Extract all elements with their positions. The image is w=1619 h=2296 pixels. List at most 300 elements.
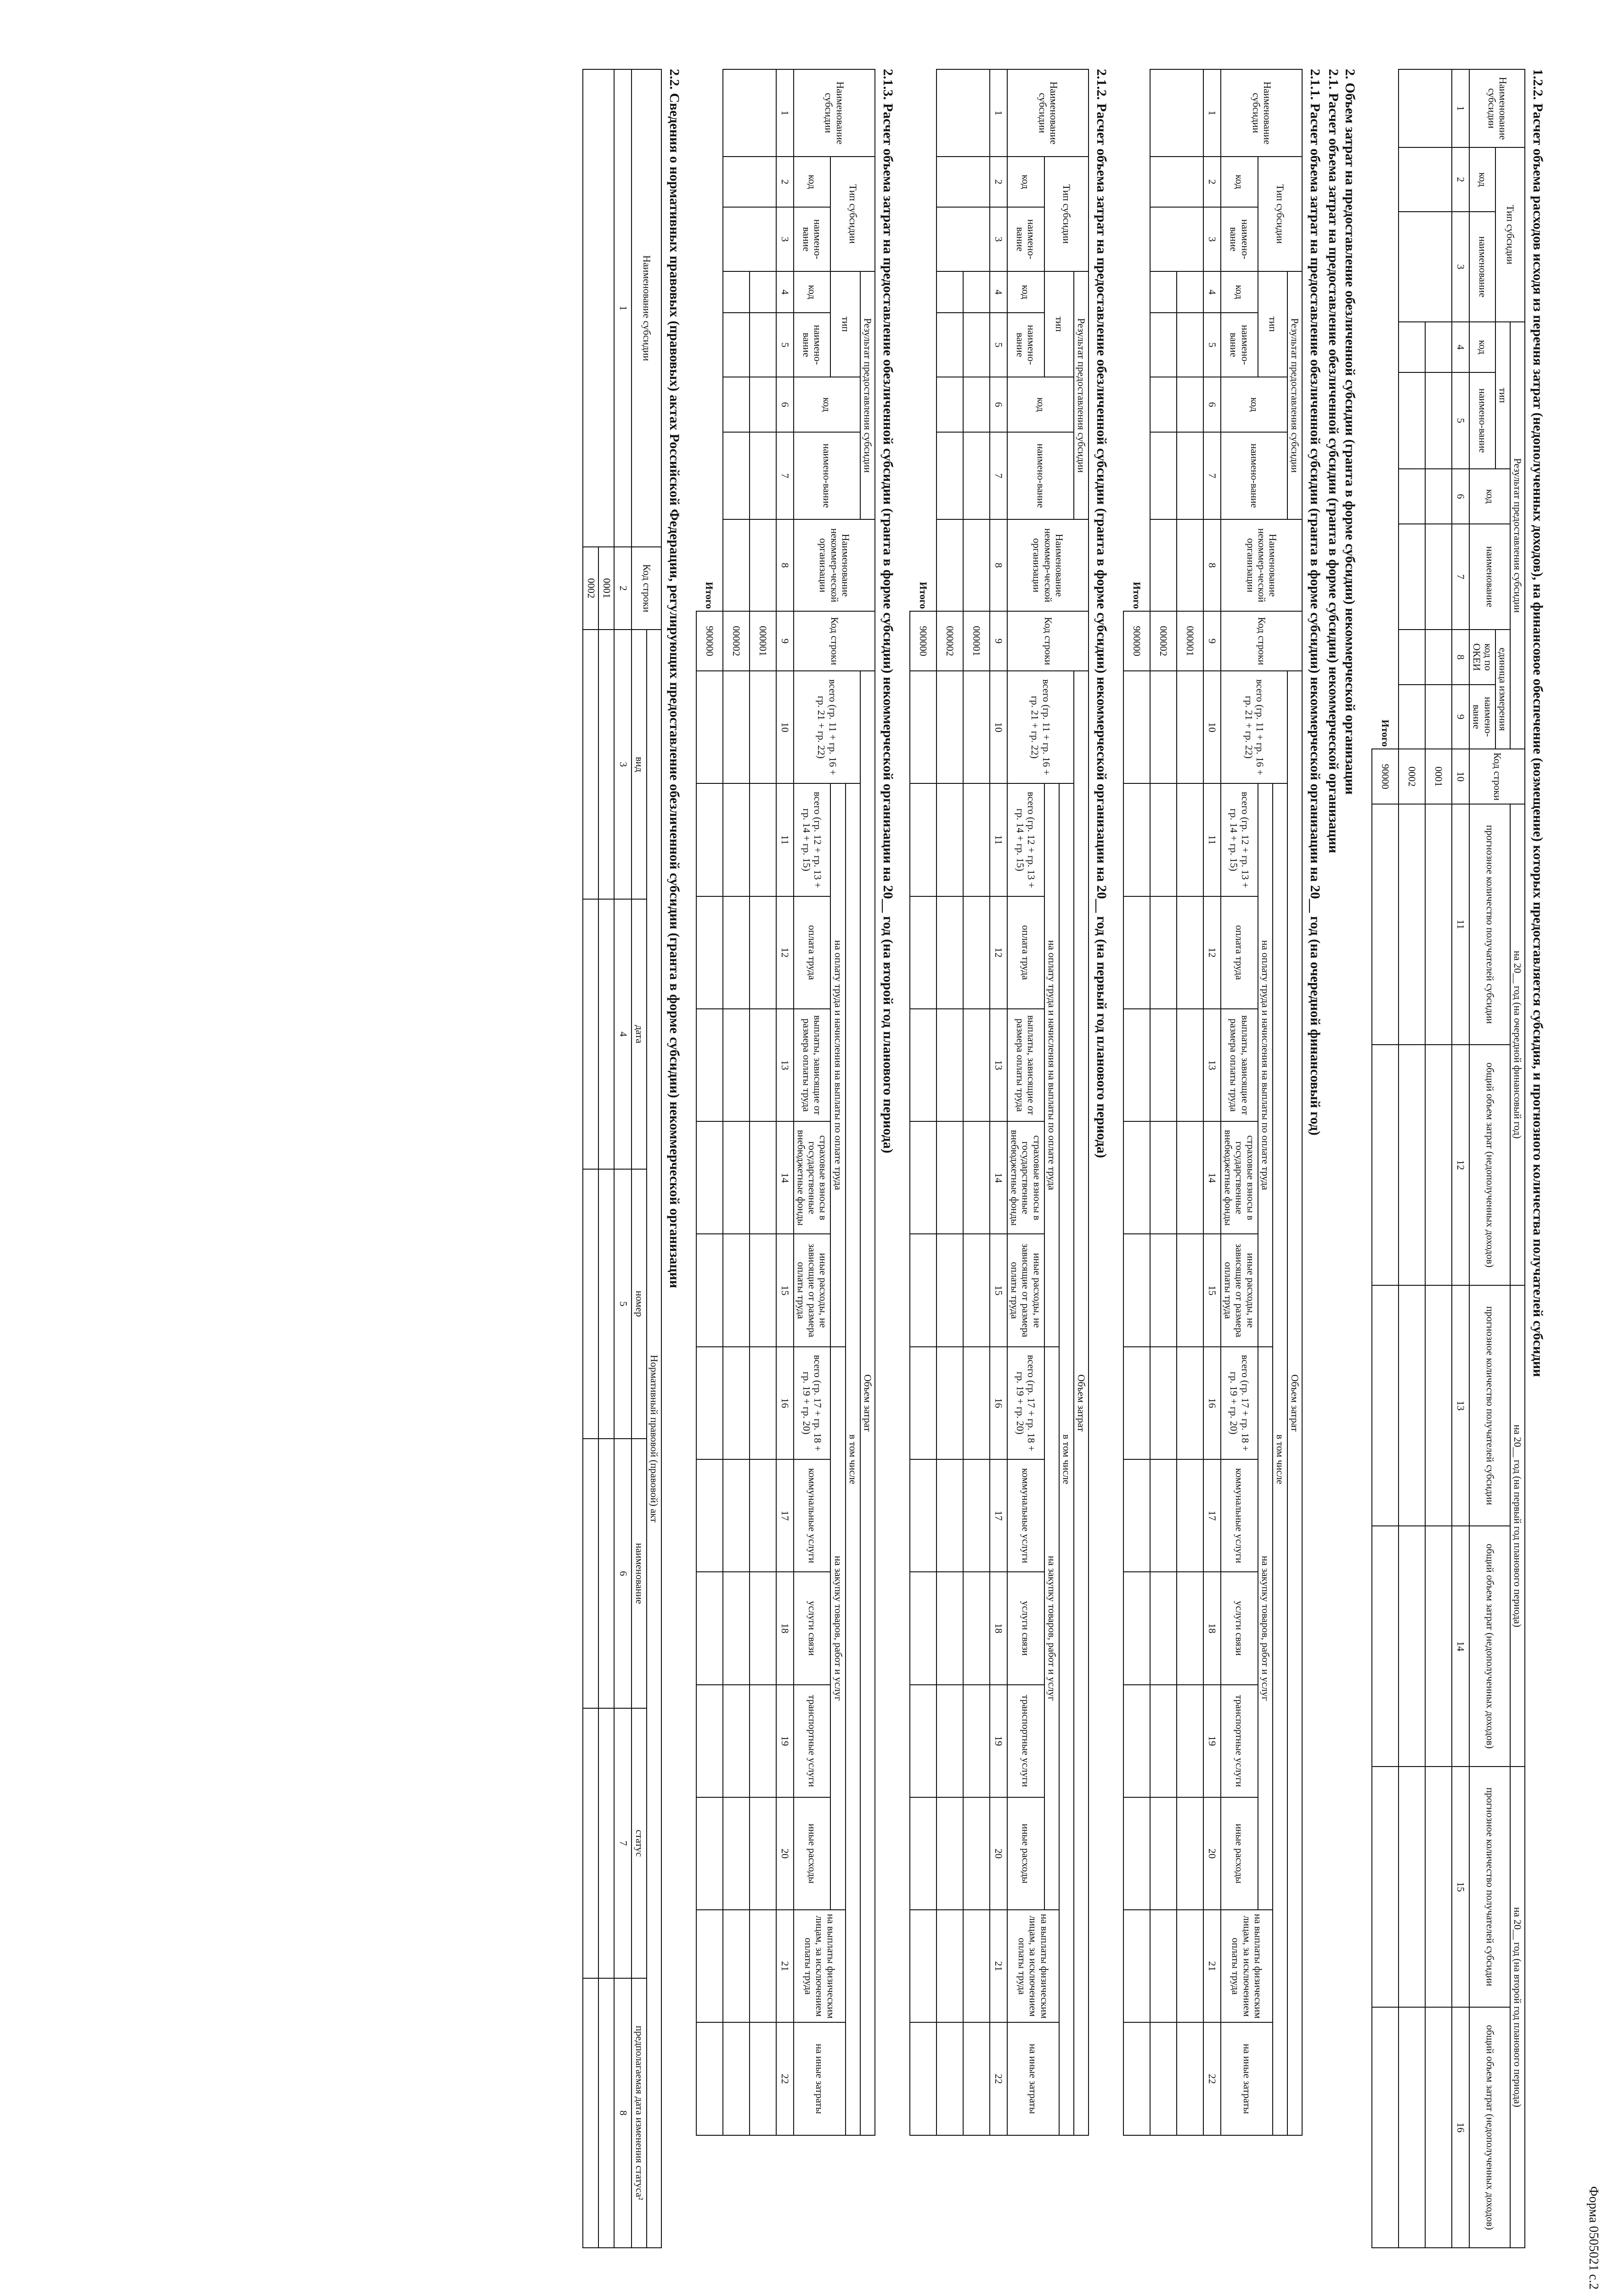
cell[interactable] <box>696 1685 723 1797</box>
cell[interactable] <box>1399 147 1452 212</box>
cell[interactable] <box>599 630 615 899</box>
th-type: Тип субсидии <box>1044 157 1089 271</box>
col-num: 12 <box>776 896 794 1009</box>
cell[interactable] <box>1177 519 1203 611</box>
col-num: 21 <box>776 1910 794 2022</box>
col-num: 19 <box>1203 1685 1221 1797</box>
itogo-label: Итого <box>1123 69 1150 611</box>
cell[interactable] <box>723 1347 750 1459</box>
cell[interactable] <box>1372 1526 1399 1767</box>
cell[interactable] <box>1425 804 1452 1045</box>
col-num: 22 <box>990 2022 1007 2135</box>
th-util: коммунальные услуги <box>1221 1459 1258 1572</box>
cell[interactable] <box>723 1459 750 1572</box>
cell[interactable] <box>1150 1121 1177 1234</box>
cell[interactable] <box>936 519 963 611</box>
th-tip-code: код <box>794 271 831 313</box>
th-total-3: общий объем затрат (недополученных доходов) <box>1469 2007 1510 2248</box>
th-tip-name: наимено-вание <box>1007 313 1044 377</box>
col-num: 8 <box>990 519 1007 611</box>
cell[interactable] <box>910 1347 936 1459</box>
cell[interactable] <box>910 1459 936 1572</box>
th-incl: в том числе <box>1059 783 1074 2135</box>
col-num: 4 <box>990 271 1007 313</box>
cell[interactable] <box>723 896 750 1009</box>
cell[interactable] <box>1150 1910 1177 2022</box>
col-num: 8 <box>615 1978 632 2248</box>
table-row <box>1177 69 1203 2248</box>
col-num: 14 <box>776 1121 794 1234</box>
cell[interactable] <box>910 2022 936 2135</box>
cell[interactable] <box>963 896 990 1009</box>
th-goods: на закупку товаров, работ и услуг <box>830 1347 845 1910</box>
cell[interactable] <box>1123 1121 1150 1234</box>
cell[interactable] <box>963 2022 990 2135</box>
cell[interactable] <box>723 1910 750 2022</box>
th-goods-total: всего (гр. 17 + гр. 18 + гр. 19 + гр. 20) <box>794 1347 831 1459</box>
cell[interactable] <box>599 1439 615 1708</box>
cell[interactable] <box>723 671 750 783</box>
cell[interactable] <box>696 1459 723 1572</box>
cell[interactable] <box>696 783 723 896</box>
cell[interactable] <box>1177 1347 1203 1459</box>
cell[interactable] <box>1123 1910 1150 2022</box>
cell[interactable] <box>1123 1572 1150 1684</box>
cell[interactable] <box>1150 2022 1177 2135</box>
cell[interactable] <box>1150 432 1177 519</box>
cell[interactable] <box>1425 524 1452 630</box>
cell[interactable] <box>936 896 963 1009</box>
cell[interactable] <box>723 1009 750 1121</box>
cell[interactable] <box>1425 469 1452 524</box>
cell[interactable] <box>963 519 990 611</box>
cell[interactable] <box>936 207 990 271</box>
section-1-2-2 <box>1371 69 1546 2248</box>
cell[interactable] <box>599 899 615 1169</box>
cell[interactable] <box>1425 1285 1452 1526</box>
cell[interactable] <box>936 1234 963 1346</box>
col-num: 2 <box>1203 157 1221 207</box>
th-labor-total: всего (гр. 12 + гр. 13 + гр. 14 + гр. 15) <box>1007 783 1044 896</box>
cell[interactable] <box>1177 1459 1203 1572</box>
th-tip: тип <box>1495 322 1510 469</box>
th-nko: Наименование некоммер-ческой организации <box>794 519 875 611</box>
cell[interactable] <box>1399 1045 1425 1285</box>
column-numbers <box>990 69 1007 2248</box>
cell[interactable] <box>1150 271 1177 313</box>
th-trans: транспортные услуги <box>794 1685 831 1797</box>
cell[interactable] <box>583 69 615 547</box>
cell[interactable] <box>696 896 723 1009</box>
th-total: всего (гр. 11 + гр. 16 + гр. 21 + гр. 22) <box>1007 671 1074 783</box>
col-num: 17 <box>1203 1459 1221 1572</box>
cell[interactable] <box>910 896 936 1009</box>
cell[interactable] <box>910 1009 936 1121</box>
cell[interactable] <box>1425 322 1452 372</box>
cell[interactable] <box>750 519 776 611</box>
cell[interactable] <box>1123 1459 1150 1572</box>
cell[interactable] <box>1399 322 1425 372</box>
itogo-label: Итого <box>696 69 723 611</box>
th-type: Тип субсидии <box>1495 147 1525 322</box>
cell[interactable] <box>750 313 776 377</box>
cell[interactable] <box>1123 1347 1150 1459</box>
cell[interactable] <box>963 1234 990 1346</box>
col-num: 10 <box>990 671 1007 783</box>
th-type: Тип субсидии <box>830 157 875 271</box>
cell[interactable] <box>963 1459 990 1572</box>
th-comm: услуги связи <box>794 1572 831 1684</box>
cell[interactable] <box>750 1685 776 1797</box>
th-incl: в том числе <box>846 783 860 2135</box>
cell[interactable] <box>723 157 776 207</box>
cell[interactable] <box>1425 1526 1452 1767</box>
itogo-code: 900000 <box>1123 611 1150 671</box>
cell[interactable] <box>750 432 776 519</box>
itogo-label: Итого <box>1372 69 1399 749</box>
cell[interactable] <box>1399 212 1452 322</box>
cell[interactable] <box>750 1234 776 1346</box>
col-num: 6 <box>615 1439 632 1708</box>
cell[interactable] <box>723 2022 750 2135</box>
cell[interactable] <box>1150 1797 1177 1910</box>
row-code: 0002 <box>1399 749 1425 804</box>
cell[interactable] <box>1150 783 1177 896</box>
cell[interactable] <box>963 783 990 896</box>
cell[interactable] <box>750 271 776 313</box>
cell[interactable] <box>963 1797 990 1910</box>
cell[interactable] <box>723 207 776 271</box>
cell[interactable] <box>1372 2007 1399 2248</box>
cell[interactable] <box>750 2022 776 2135</box>
cell[interactable] <box>1150 1572 1177 1684</box>
cell[interactable] <box>936 671 963 783</box>
cell[interactable] <box>1123 783 1150 896</box>
th-result: Результат предоставления субсидии <box>1287 271 1302 519</box>
section-1-2-2-title: 1.2.2. Расчет объема расходов исходя из перечня затрат (недополученных доходов), на финансовое обеспечение (возмещение) которых предоставляется субсидия, и прогнозного количества получателей субсидии <box>1530 69 1546 1377</box>
section-2-1-3-title: 2.1.3. Расчет объема затрат на предоставление обезличенной субсидии (гранта в форме субсидии) некоммерческой организации на 20__ год (на второй год планового периода) <box>880 69 896 1154</box>
cell[interactable] <box>723 432 750 519</box>
cell[interactable] <box>696 1910 723 2022</box>
cell[interactable] <box>963 671 990 783</box>
cell[interactable] <box>723 313 750 377</box>
cell[interactable] <box>936 1685 963 1797</box>
cell[interactable] <box>963 1910 990 2022</box>
cell[interactable] <box>583 899 599 1169</box>
col-num: 11 <box>1203 783 1221 896</box>
cell[interactable] <box>723 783 750 896</box>
col-num: 21 <box>990 1910 1007 2022</box>
cell[interactable] <box>963 1572 990 1684</box>
th-trans: транспортные услуги <box>1221 1685 1258 1797</box>
th-result-code: код <box>1007 377 1074 432</box>
cell[interactable] <box>936 69 990 157</box>
cell[interactable] <box>696 1121 723 1234</box>
cell[interactable] <box>963 1685 990 1797</box>
cell[interactable] <box>723 519 750 611</box>
cell[interactable] <box>963 271 990 313</box>
col-num: 19 <box>776 1685 794 1797</box>
cell[interactable] <box>723 1685 750 1797</box>
cell[interactable] <box>910 1572 936 1684</box>
table-row <box>723 69 750 2248</box>
cell[interactable] <box>583 1708 599 1978</box>
th-phys: на выплаты физическим лицам, за исключением оплаты труда <box>1007 1910 1059 2022</box>
cell[interactable] <box>696 1234 723 1346</box>
cell[interactable] <box>910 671 936 783</box>
th-row-code: Код строки <box>794 611 875 671</box>
cell[interactable] <box>583 1978 599 2248</box>
form-id: Форма 0505021 с.2 <box>1586 2186 1601 2290</box>
col-num: 4 <box>615 899 632 1169</box>
cell[interactable] <box>1177 313 1203 377</box>
cell[interactable] <box>1399 469 1425 524</box>
th-name: Наименование субсидии <box>1469 69 1525 147</box>
cell[interactable] <box>1372 1285 1399 1526</box>
th-tip: тип <box>1258 271 1287 377</box>
cell[interactable] <box>1150 1347 1177 1459</box>
cell[interactable] <box>910 1685 936 1797</box>
cell[interactable] <box>1150 69 1203 157</box>
cell[interactable] <box>963 377 990 432</box>
col-num: 3 <box>776 207 794 271</box>
cell[interactable] <box>1425 1045 1452 1285</box>
cell[interactable] <box>1150 157 1203 207</box>
cell[interactable] <box>1425 1767 1452 2007</box>
cell[interactable] <box>910 1797 936 1910</box>
cell[interactable] <box>1399 630 1425 685</box>
col-num: 2 <box>1452 147 1469 212</box>
cell[interactable] <box>583 1439 599 1708</box>
cell[interactable] <box>750 1910 776 2022</box>
col-num: 2 <box>615 547 632 630</box>
row-code: 0002 <box>583 547 599 630</box>
cell[interactable] <box>1177 271 1203 313</box>
cell[interactable] <box>936 1910 963 2022</box>
cell[interactable] <box>1123 1797 1150 1910</box>
th-count-1: прогнозное количество получателей субсидии <box>1469 804 1510 1045</box>
cell[interactable] <box>1425 685 1452 749</box>
cell[interactable] <box>1399 1285 1425 1526</box>
cell[interactable] <box>936 1459 963 1572</box>
cell[interactable] <box>1399 2007 1425 2248</box>
cell[interactable] <box>1177 1009 1203 1121</box>
cell[interactable] <box>1425 2007 1452 2248</box>
cell[interactable] <box>723 271 750 313</box>
cell[interactable] <box>750 377 776 432</box>
cell[interactable] <box>1177 1234 1203 1346</box>
th-year1: на 20__ год (на очередной финансовый год) <box>1510 804 1525 1285</box>
th-status-date: предполагаемая дата изменения статуса² <box>632 1978 647 2248</box>
total-row <box>1372 69 1399 2248</box>
cell[interactable] <box>1177 1910 1203 2022</box>
col-num: 14 <box>1452 1526 1469 1767</box>
th-count-3: прогнозное количество получателей субсидии <box>1469 1767 1510 2007</box>
th-number: номер <box>632 1169 647 1439</box>
th-result-name: наименование <box>1469 524 1510 630</box>
cell[interactable] <box>1177 1572 1203 1684</box>
cell[interactable] <box>936 157 990 207</box>
cell[interactable] <box>696 2022 723 2135</box>
cell[interactable] <box>1123 1234 1150 1346</box>
th-other-pay: иные расходы, не зависящие от размера оплаты труда <box>1221 1234 1258 1346</box>
th-total: всего (гр. 11 + гр. 16 + гр. 21 + гр. 22) <box>1221 671 1287 783</box>
th-result-code: код <box>794 377 860 432</box>
cell[interactable] <box>1150 519 1177 611</box>
col-num: 6 <box>1452 469 1469 524</box>
cell[interactable] <box>1399 1767 1425 2007</box>
cell[interactable] <box>696 1572 723 1684</box>
cell[interactable] <box>1177 1121 1203 1234</box>
cell[interactable] <box>1150 896 1177 1009</box>
cell[interactable] <box>723 1234 750 1346</box>
cell[interactable] <box>1123 1685 1150 1797</box>
cell[interactable] <box>1425 630 1452 685</box>
cell[interactable] <box>723 377 750 432</box>
cell[interactable] <box>1123 2022 1150 2135</box>
cell[interactable] <box>750 1009 776 1121</box>
cell[interactable] <box>936 377 963 432</box>
cell[interactable] <box>936 1797 963 1910</box>
cell[interactable] <box>910 783 936 896</box>
th-result: Результат предоставления субсидии <box>1074 271 1089 519</box>
cell[interactable] <box>936 271 963 313</box>
row-code: 000001 <box>750 611 776 671</box>
col-num: 13 <box>1452 1285 1469 1526</box>
col-num: 9 <box>1203 611 1221 671</box>
cell[interactable] <box>936 1347 963 1459</box>
column-numbers <box>615 69 632 2248</box>
cell[interactable] <box>696 1347 723 1459</box>
cell[interactable] <box>750 1459 776 1572</box>
th-volume: Объем затрат <box>1074 671 1089 2135</box>
col-num: 9 <box>1452 685 1469 749</box>
cell[interactable] <box>1399 1526 1425 1767</box>
cell[interactable] <box>910 1234 936 1346</box>
th-total: всего (гр. 11 + гр. 16 + гр. 21 + гр. 22) <box>794 671 860 783</box>
cell[interactable] <box>1150 207 1203 271</box>
cell[interactable] <box>1150 1459 1177 1572</box>
cell[interactable] <box>1399 69 1452 147</box>
cell[interactable] <box>910 1121 936 1234</box>
cell[interactable] <box>1177 896 1203 1009</box>
cell[interactable] <box>750 1121 776 1234</box>
col-num: 20 <box>776 1797 794 1910</box>
cell[interactable] <box>1372 1767 1399 2007</box>
cell[interactable] <box>936 1121 963 1234</box>
cell[interactable] <box>936 313 963 377</box>
cell[interactable] <box>750 1797 776 1910</box>
cell[interactable] <box>963 1009 990 1121</box>
cell[interactable] <box>1399 804 1425 1045</box>
cell[interactable] <box>723 1797 750 1910</box>
cell[interactable] <box>750 783 776 896</box>
cell[interactable] <box>1150 377 1177 432</box>
cell[interactable] <box>1399 372 1425 469</box>
cell[interactable] <box>936 1572 963 1684</box>
cell[interactable] <box>1150 313 1177 377</box>
cell[interactable] <box>1372 1045 1399 1285</box>
col-num: 15 <box>1452 1767 1469 2007</box>
cell[interactable] <box>1123 896 1150 1009</box>
cell[interactable] <box>599 1708 615 1978</box>
cell[interactable] <box>1177 2022 1203 2135</box>
column-numbers <box>1203 69 1221 2248</box>
cell[interactable] <box>696 671 723 783</box>
cell[interactable] <box>1372 804 1399 1045</box>
cell[interactable] <box>936 783 963 896</box>
total-row <box>696 69 723 2248</box>
col-num: 21 <box>1203 1910 1221 2022</box>
cell[interactable] <box>936 2022 963 2135</box>
cell[interactable] <box>963 432 990 519</box>
th-row-code: Код строки <box>1469 749 1525 804</box>
itogo-code: 900000 <box>910 611 936 671</box>
cell[interactable] <box>910 1910 936 2022</box>
row-code: 0001 <box>599 547 615 630</box>
cell[interactable] <box>1150 1234 1177 1346</box>
cell[interactable] <box>750 671 776 783</box>
cell[interactable] <box>750 1347 776 1459</box>
cell[interactable] <box>1399 685 1425 749</box>
cell[interactable] <box>696 1009 723 1121</box>
cell[interactable] <box>1150 671 1177 783</box>
section-2-1-3 <box>696 69 896 2248</box>
cell[interactable] <box>583 1169 599 1439</box>
cell[interactable] <box>1177 1797 1203 1910</box>
cell[interactable] <box>1177 377 1203 432</box>
cell[interactable] <box>1150 1009 1177 1121</box>
col-num: 20 <box>1203 1797 1221 1910</box>
th-volume: Объем затрат <box>860 671 875 2135</box>
cell[interactable] <box>599 1978 615 2248</box>
th-type-name: наимено-вание <box>794 207 831 271</box>
table-1-2-2 <box>1371 69 1525 2248</box>
cell[interactable] <box>936 432 963 519</box>
th-result-name: наимено-вание <box>1007 432 1074 519</box>
cell[interactable] <box>936 1009 963 1121</box>
cell[interactable] <box>1150 1685 1177 1797</box>
cell[interactable] <box>1177 432 1203 519</box>
cell[interactable] <box>583 630 599 899</box>
cell[interactable] <box>696 1797 723 1910</box>
th-date: дата <box>632 899 647 1169</box>
cell[interactable] <box>1425 372 1452 469</box>
cell[interactable] <box>750 896 776 1009</box>
cell[interactable] <box>1177 671 1203 783</box>
cell[interactable] <box>1123 671 1150 783</box>
th-row-code: Код строки <box>1221 611 1302 671</box>
th-dep: выплаты, зависящие от размера оплаты труда <box>794 1009 831 1121</box>
total-row <box>910 69 936 2248</box>
cell[interactable] <box>723 69 776 157</box>
th-goods: на закупку товаров, работ и услуг <box>1258 1347 1273 1910</box>
cell[interactable] <box>963 313 990 377</box>
col-num: 12 <box>1203 896 1221 1009</box>
cell[interactable] <box>963 1347 990 1459</box>
col-num: 10 <box>1203 671 1221 783</box>
cell[interactable] <box>723 1121 750 1234</box>
cell[interactable] <box>1177 783 1203 896</box>
cell[interactable] <box>1123 1009 1150 1121</box>
th-other-pay: иные расходы, не зависящие от размера оплаты труда <box>794 1234 831 1346</box>
cell[interactable] <box>1177 1685 1203 1797</box>
cell[interactable] <box>723 1572 750 1684</box>
cell[interactable] <box>963 1121 990 1234</box>
cell[interactable] <box>750 1572 776 1684</box>
cell[interactable] <box>1399 524 1425 630</box>
cell[interactable] <box>599 1169 615 1439</box>
